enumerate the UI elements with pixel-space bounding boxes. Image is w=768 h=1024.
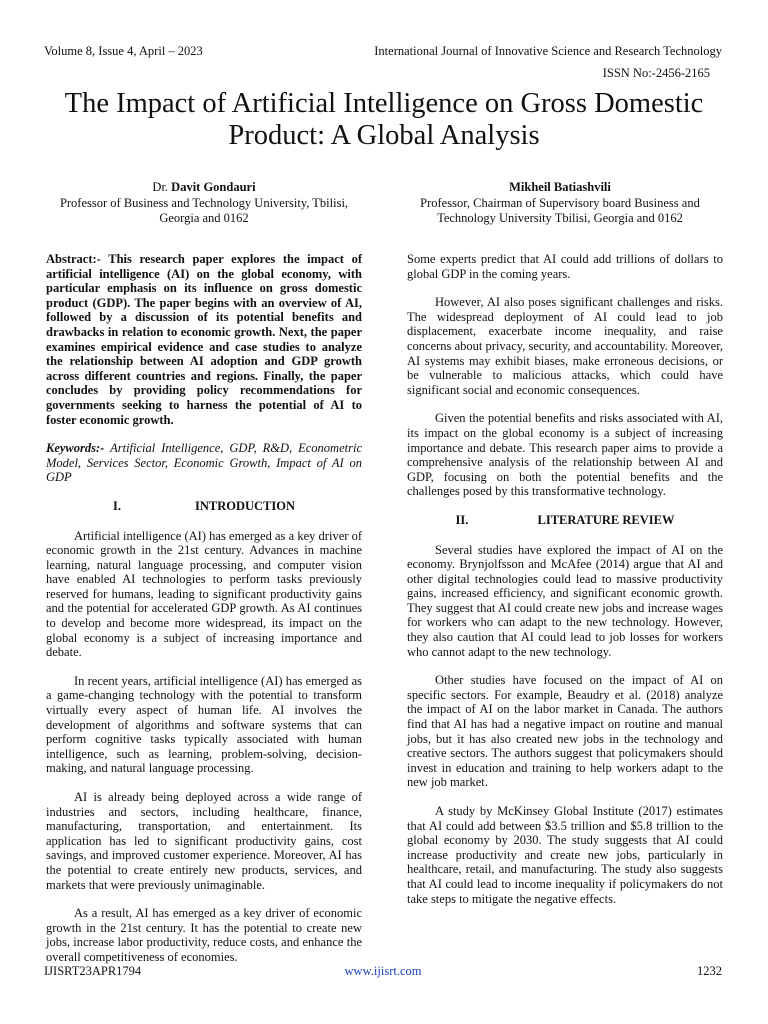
paragraph: Given the potential benefits and risks associated with AI, its impact on the global economy is a subject of increasing importance and debate. This research paper aims to provide a comprehensive analysis of the relationship between AI and GDP, focusing on both the potential benefits and the challenges posed by this transformative technology. (407, 411, 723, 499)
issn: ISSN No:-2456-2165 (602, 66, 710, 80)
paragraph: Several studies have explored the impact of AI on the economy. Brynjolfsson and McAfee (2014) argue that AI and other digital technologies could lead to massive productivity gains, increased efficiency, and significant economic growth. They suggest that AI could create new jobs and increase wages for workers who can adapt to the new technology. However, they also caution that AI could lead to job losses for workers who cannot adapt to the new technology. (407, 542, 723, 659)
author-1-prefix: Dr. (152, 180, 172, 194)
journal-name: International Journal of Innovative Science and Research Technology (374, 44, 722, 58)
section-heading-literature-review (407, 513, 723, 528)
author-2-name-line (400, 180, 720, 196)
journal-link[interactable]: www.ijisrt.com (344, 964, 422, 978)
section-title: LITERATURE REVIEW (537, 512, 675, 527)
paragraph: As a result, AI has emerged as a key driver of economic growth in the 21st century. It has the potential to create new jobs, increase labor productivity, reduce costs, and enhance the overall competitiveness of economies. (46, 906, 362, 964)
paragraph: A study by McKinsey Global Institute (2017) estimates that AI could add between $3.5 trillion and $5.8 trillion to the global economy by 2030. The study suggests that AI could increase productivity and create new jobs, particularly in healthcare, retail, and manufacturing. The study also suggests that AI could lead to income inequality if policymakers do not take steps to mitigate the negative effects. (407, 804, 723, 906)
author-1 (44, 180, 364, 227)
paragraph: Some experts predict that AI could add trillions of dollars to global GDP in the coming years. (407, 252, 723, 281)
section-number: II. (455, 512, 469, 527)
section-heading-introduction (46, 499, 362, 514)
paragraph: Artificial intelligence (AI) has emerged as a key driver of economic growth in the 21st century. Advances in machine learning, natural language processing, and computer vision have enabled AI technologies to perform tasks previously reserved for humans, leading to significant productivity gains and the potential for accelerated GDP growth. As AI continues to develop and become more widespread, its impact on the global economy is a subject of increasing importance and debate. (46, 528, 362, 660)
keywords (46, 441, 362, 485)
right-column (407, 252, 723, 920)
keywords-label: Keywords:- (46, 441, 105, 456)
section-title: INTRODUCTION (194, 498, 295, 513)
paper-code: IJISRT23APR1794 (44, 964, 142, 978)
author-2-affiliation: Professor, Chairman of Supervisory board Business and Technology University Tbilisi, Georgia and 0162 (420, 195, 700, 225)
author-1-affiliation: Professor of Business and Technology University, Tbilisi, Georgia and 0162 (59, 195, 349, 225)
paragraph: AI is already being deployed across a wide range of industries and sectors, including healthcare, finance, manufacturing, transportation, and entertainment. Its application has led to significant productivity gains, cost savings, and improved customer experience. Moreover, AI has the potential to create entirely new products, services, and markets that were previously unimaginable. (46, 790, 362, 892)
keywords-text: Artificial Intelligence, GDP, R&D, Econometric Model, Services Sector, Economic Growth, Impact of AI on GDP (46, 441, 362, 485)
paragraph: However, AI also poses significant challenges and risks. The widespread deployment of AI could lead to job displacement, exacerbate income inequality, and raise concerns about privacy, security, and accountability. Moreover, AI systems may exhibit biases, make erroneous decisions, or be vulnerable to malicious attacks, which could have significant social and economic consequences. (407, 295, 723, 397)
author-1-name-line (44, 180, 364, 196)
paragraph: In recent years, artificial intelligence (AI) has emerged as a game-changing technology with the potential to transform virtually every aspect of human life. AI involves the development of algorithms and software systems that can perform cognitive tasks typically associated with human intelligence, such as learning, problem-solving, decision-making, and natural language processing. (46, 673, 362, 776)
paper-title: The Impact of Artificial Intelligence on Gross Domestic Product: A Global Analysis (64, 88, 704, 151)
volume-info: Volume 8, Issue 4, April – 2023 (44, 44, 203, 58)
author-2 (400, 180, 720, 227)
paragraph: Other studies have focused on the impact of AI on specific sectors. For example, Beaudry et al. (2018) analyze the impact of AI on the labor market in Canada. The authors find that AI has had a negative impact on routine and manual jobs, but it has also created new jobs in the technology and creative sectors. The authors suggest that policymakers should invest in education and training to help workers adapt to the new job market. (407, 673, 723, 790)
author-2-name: Mikheil Batiashvili (509, 180, 611, 194)
author-1-name: Davit Gondauri (171, 180, 256, 194)
left-column (46, 252, 362, 979)
page-number: 1232 (697, 964, 722, 978)
abstract: Abstract:- This research paper explores the impact of artificial intelligence (AI) on the global economy, with particular emphasis on its influence on gross domestic product (GDP). The paper begins with an overview of AI, followed by a discussion of its potential benefits and drawbacks in relation to economic growth. Next, the paper examines empirical evidence and case studies to analyze the relationship between AI adoption and GDP growth across different countries and regions. Finally, the paper concludes by providing policy recommendations for governments seeking to harness the potential of AI to foster economic growth. (46, 252, 362, 427)
section-number: I. (112, 498, 121, 513)
